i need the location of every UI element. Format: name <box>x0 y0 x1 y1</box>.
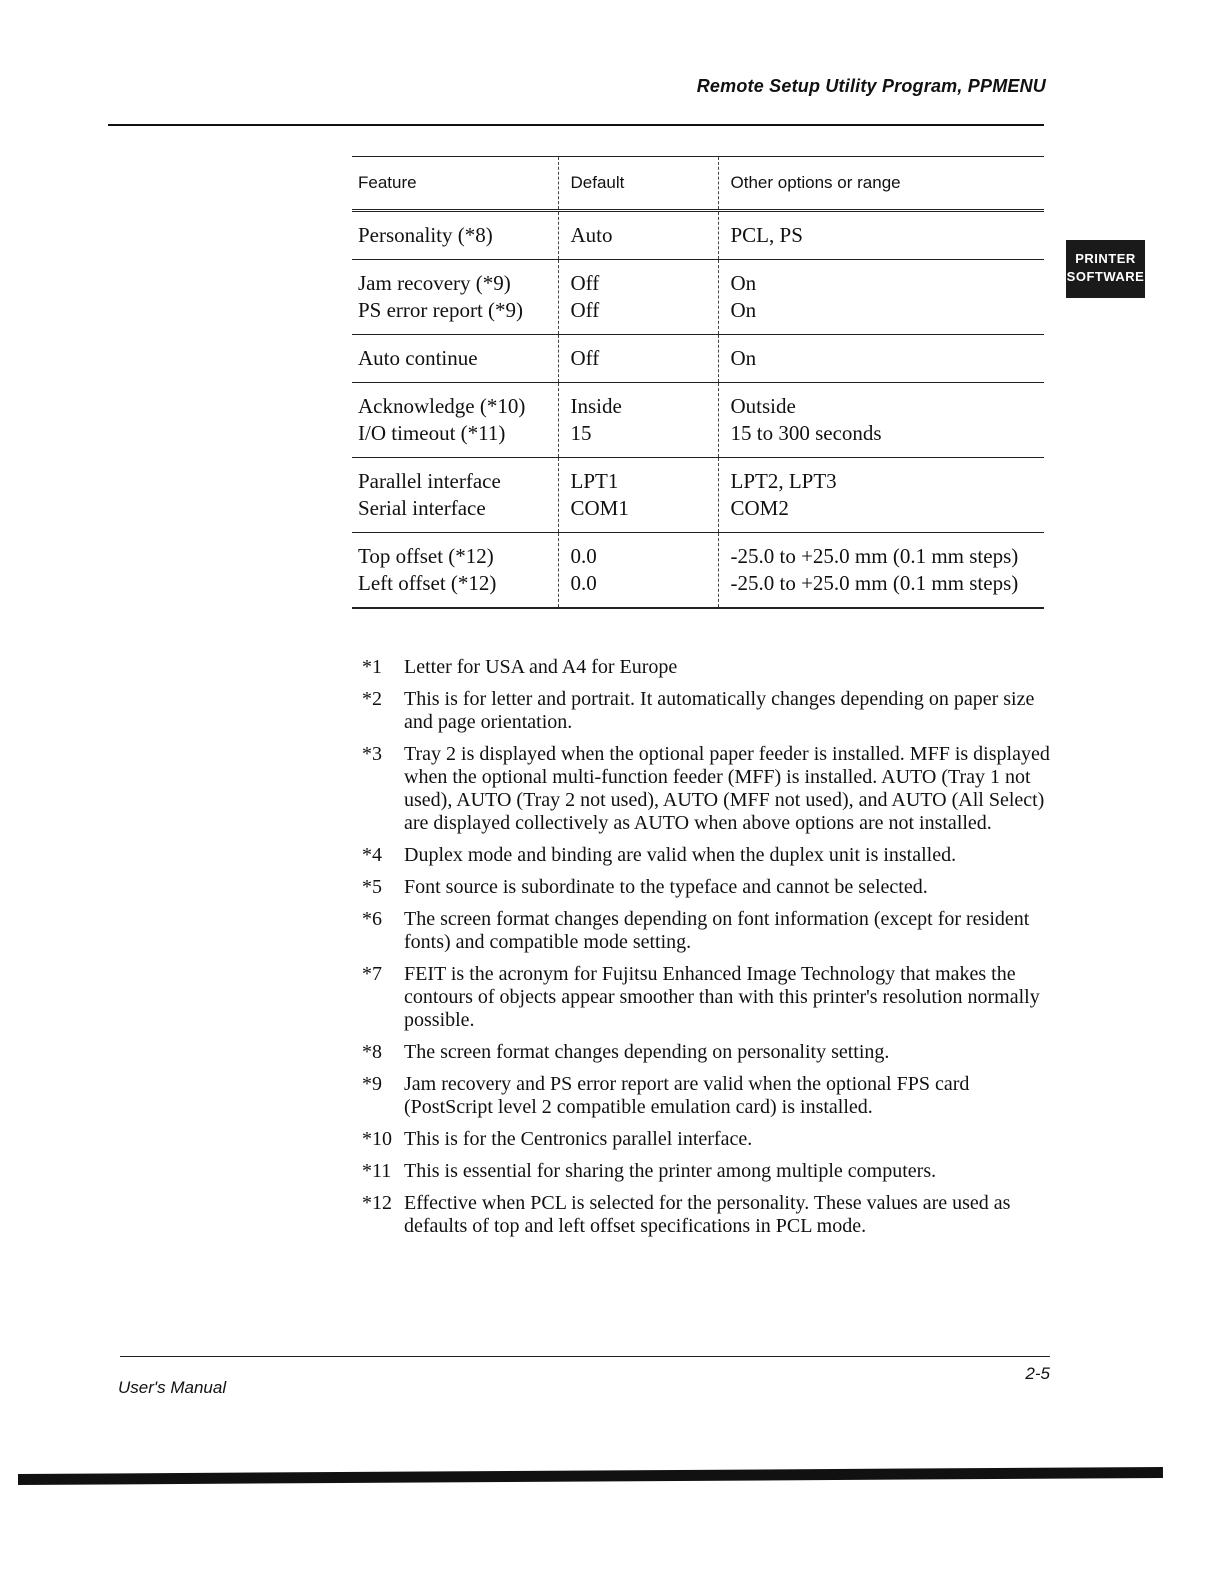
cell-text: Outside <box>730 394 796 418</box>
footnote-text: This is for letter and portrait. It automatically changes depending on paper size and page orientation. <box>404 688 1035 733</box>
cell-text: Jam recovery (*9) <box>358 271 511 295</box>
footnote-number: *7 <box>362 963 382 985</box>
cell-text: Off <box>570 271 600 295</box>
footnote-text: Letter for USA and A4 for Europe <box>404 656 678 678</box>
default-cell <box>558 211 718 260</box>
other-cell <box>718 211 1044 260</box>
other-cell <box>718 458 1044 533</box>
header-rule <box>108 124 1044 126</box>
cell-text: Auto continue <box>358 346 478 370</box>
cell-text: -25.0 to +25.0 mm (0.1 mm steps) <box>730 544 1019 568</box>
cell-text: 0.0 <box>570 571 597 595</box>
cell-text: Inside <box>570 394 622 418</box>
page-header-title: Remote Setup Utility Program, PPMENU <box>696 76 1046 96</box>
footnote-number: *3 <box>362 743 382 765</box>
footnote <box>362 688 1052 734</box>
section-tab <box>1066 240 1145 298</box>
other-cell <box>718 533 1044 609</box>
footer-rule <box>120 1356 1050 1357</box>
page-number: 2-5 <box>1025 1364 1050 1383</box>
footnotes <box>362 656 1052 1247</box>
table-header-row <box>352 157 1044 211</box>
footnote <box>362 1128 1052 1151</box>
cell-text: Off <box>570 346 600 370</box>
column-header-default: Default <box>558 157 718 211</box>
other-cell <box>718 335 1044 383</box>
footnote <box>362 656 1052 679</box>
cell-text: Left offset (*12) <box>358 571 497 595</box>
cell-text: 15 <box>570 421 592 445</box>
footnote-text: FEIT is the acronym for Fujitsu Enhanced Image Technology that makes the contours of objects appear smoother than with this printer's resolution normally possible. <box>404 963 1040 1031</box>
feature-cell <box>352 260 558 335</box>
cell-text: Parallel interface <box>358 469 501 493</box>
footnote-number: *6 <box>362 908 382 930</box>
footnote <box>362 1073 1052 1119</box>
footnote <box>362 876 1052 899</box>
footer-manual-title: User's Manual <box>118 1378 227 1397</box>
footnote-number: *4 <box>362 844 382 866</box>
table-row <box>352 260 1044 335</box>
feature-cell <box>352 533 558 609</box>
cell-text: On <box>730 346 757 370</box>
cell-text: PCL, PS <box>730 223 803 247</box>
table-row <box>352 458 1044 533</box>
cell-text: Top offset (*12) <box>358 544 494 568</box>
feature-cell <box>352 211 558 260</box>
section-tab-line2: SOFTWARE <box>1066 269 1145 284</box>
feature-cell <box>352 383 558 458</box>
footnote-number: *2 <box>362 688 382 710</box>
column-header-other: Other options or range <box>718 157 1044 211</box>
footnote <box>362 908 1052 954</box>
footnote-text: Duplex mode and binding are valid when the duplex unit is installed. <box>404 844 957 866</box>
footnote-number: *5 <box>362 876 382 898</box>
table-row <box>352 533 1044 609</box>
cell-text: COM1 <box>570 496 629 520</box>
scan-edge-bar <box>18 1467 1163 1485</box>
footnote <box>362 1160 1052 1183</box>
footnote-number: *12 <box>362 1192 392 1214</box>
footnote-text: Jam recovery and PS error report are valid when the optional FPS card (PostScript level 2 compatible emulation card) is installed. <box>404 1073 970 1118</box>
cell-text: On <box>730 271 757 295</box>
table-row <box>352 335 1044 383</box>
footnote <box>362 1192 1052 1238</box>
cell-text: Personality (*8) <box>358 223 493 247</box>
default-cell <box>558 260 718 335</box>
default-cell <box>558 458 718 533</box>
cell-text: Acknowledge (*10) <box>358 394 526 418</box>
footnote-number: *9 <box>362 1073 382 1095</box>
footnote <box>362 844 1052 867</box>
footnote-text: This is essential for sharing the printer among multiple computers. <box>404 1160 937 1182</box>
footnote-text: This is for the Centronics parallel interface. <box>404 1128 753 1150</box>
footnote-text: Effective when PCL is selected for the personality. These values are used as defaults of top and left offset specifications in PCL mode. <box>404 1192 1011 1237</box>
default-cell <box>558 533 718 609</box>
footnote-number: *8 <box>362 1041 382 1063</box>
footnote-text: Font source is subordinate to the typeface and cannot be selected. <box>404 876 928 898</box>
column-header-feature: Feature <box>352 157 558 211</box>
cell-text: LPT2, LPT3 <box>730 469 837 493</box>
cell-text: I/O timeout (*11) <box>358 421 506 445</box>
footnote-text: Tray 2 is displayed when the optional paper feeder is installed. MFF is displayed when the optional multi-function feeder (MFF) is installed. AUTO (Tray 1 not used), AUTO (Tray 2 not used), AUTO (MFF not used), and AUTO (All Select) are displayed collectively as AUTO when above options are not installed. <box>404 743 1050 834</box>
cell-text: -25.0 to +25.0 mm (0.1 mm steps) <box>730 571 1019 595</box>
table-row <box>352 211 1044 260</box>
settings-table <box>352 156 1044 609</box>
footnote-text: The screen format changes depending on personality setting. <box>404 1041 890 1063</box>
footnote <box>362 1041 1052 1064</box>
cell-text: PS error report (*9) <box>358 298 524 322</box>
section-tab-line1: PRINTER <box>1075 251 1136 266</box>
cell-text: Serial interface <box>358 496 486 520</box>
feature-cell <box>352 335 558 383</box>
other-cell <box>718 383 1044 458</box>
table-row <box>352 383 1044 458</box>
cell-text: 15 to 300 seconds <box>730 421 882 445</box>
cell-text: 0.0 <box>570 544 597 568</box>
footnote-text: The screen format changes depending on font information (except for resident fonts) and compatible mode setting. <box>404 908 1030 953</box>
feature-cell <box>352 458 558 533</box>
cell-text: Auto <box>570 223 613 247</box>
footnote-number: *11 <box>362 1160 392 1182</box>
cell-text: On <box>730 298 757 322</box>
other-cell <box>718 260 1044 335</box>
default-cell <box>558 383 718 458</box>
footnote <box>362 963 1052 1032</box>
cell-text: COM2 <box>730 496 789 520</box>
footnote-number: *10 <box>362 1128 392 1150</box>
cell-text: LPT1 <box>570 469 619 493</box>
default-cell <box>558 335 718 383</box>
footnote <box>362 743 1052 835</box>
footnote-number: *1 <box>362 656 382 678</box>
cell-text: Off <box>570 298 600 322</box>
